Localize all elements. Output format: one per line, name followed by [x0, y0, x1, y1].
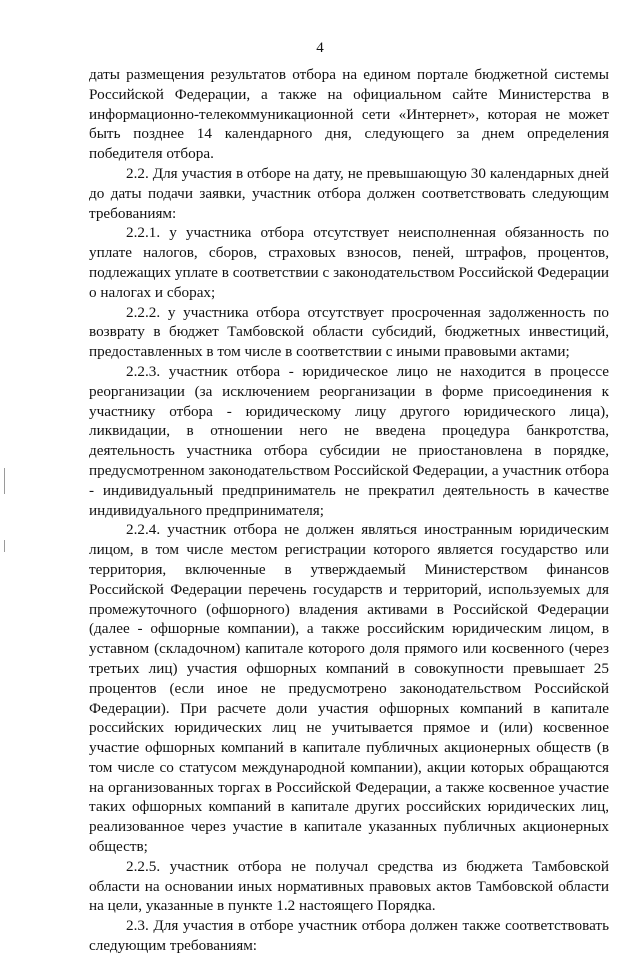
paragraph-result-dates: даты размещения результатов отбора на едином портале бюджетной системы Российской Федерации, а также на официальном сайте Министерства в информационно-телекоммуникационной сети «Интернет», которая не может быть позднее 14 календарного дня, следующего за днем определения победителя отбора. — [89, 66, 609, 163]
document-body — [89, 65, 609, 956]
paragraph-2-2-4: 2.2.4. участник отбора не должен являться иностранным юридическим лицом, в том числе местом регистрации которого является государство или территория, включенные в утверждаемый Министерством финансов Российской Федерации перечень государств и территорий, используемых для промежуточного (офшорного) владения активами в Российской Федерации (далее - офшорные компании), а также российским юридическим лицом, в уставном (складочном) капитале которого доля прямого или косвенного (через третьих лиц) участия офшорных компаний в совокупности превышает 25 процентов (если иное не предусмотрено законодательством Российской Федерации). При расчете доли участия офшорных компаний в капитале российских юридических лиц не учитывается прямое и (или) косвенное участие офшорных компаний в капитале публичных акционерных обществ (в том числе со статусом международной компании), акции которых обращаются на организованных торгах в Российской Федерации, а также косвенное участие таких офшорных компаний в капитале других российских юридических лиц, реализованное через участие в капитале указанных публичных акционерных обществ; — [89, 521, 609, 856]
margin-scan-mark — [4, 540, 5, 552]
paragraph-2-2-5: 2.2.5. участник отбора не получал средства из бюджета Тамбовской области на основании иных нормативных правовых актов Тамбовской области на цели, указанные в пункте 1.2 настоящего Порядка. — [89, 857, 609, 915]
paragraph-2-2-3: 2.2.3. участник отбора - юридическое лицо не находится в процессе реорганизации (за исключением реорганизации в форме присоединения к участнику отбора - юридическому лицу другого юридического лица), ликвидации, в отношении него не введена процедура банкротства, деятельность участника отбора субсидии не приостановлена в порядке, предусмотренном законодательством Российской Федерации, а участник отбора - индивидуальный предприниматель не прекратил деятельность в качестве индивидуального предпринимателя; — [89, 362, 609, 519]
paragraph-2-3: 2.3. Для участия в отборе участник отбора должен также соответствовать следующим требованиям: — [89, 917, 609, 955]
page-number: 4 — [316, 40, 324, 56]
paragraph-2-2-1: 2.2.1. у участника отбора отсутствует неисполненная обязанность по уплате налогов, сборов, страховых взносов, пеней, штрафов, процентов, подлежащих уплате в соответствии с законодательством Российской Федерации о налогах и сборах; — [89, 224, 609, 301]
paragraph-2-2-2: 2.2.2. у участника отбора отсутствует просроченная задолженность по возврату в бюджет Тамбовской области субсидий, бюджетных инвестиций, предоставленных в том числе в соответствии с иными правовыми актами; — [89, 303, 609, 361]
margin-scan-mark — [4, 468, 5, 494]
paragraph-2-2: 2.2. Для участия в отборе на дату, не превышающую 30 календарных дней до даты подачи заявки, участник отбора должен соответствовать следующим требованиям: — [89, 164, 609, 222]
